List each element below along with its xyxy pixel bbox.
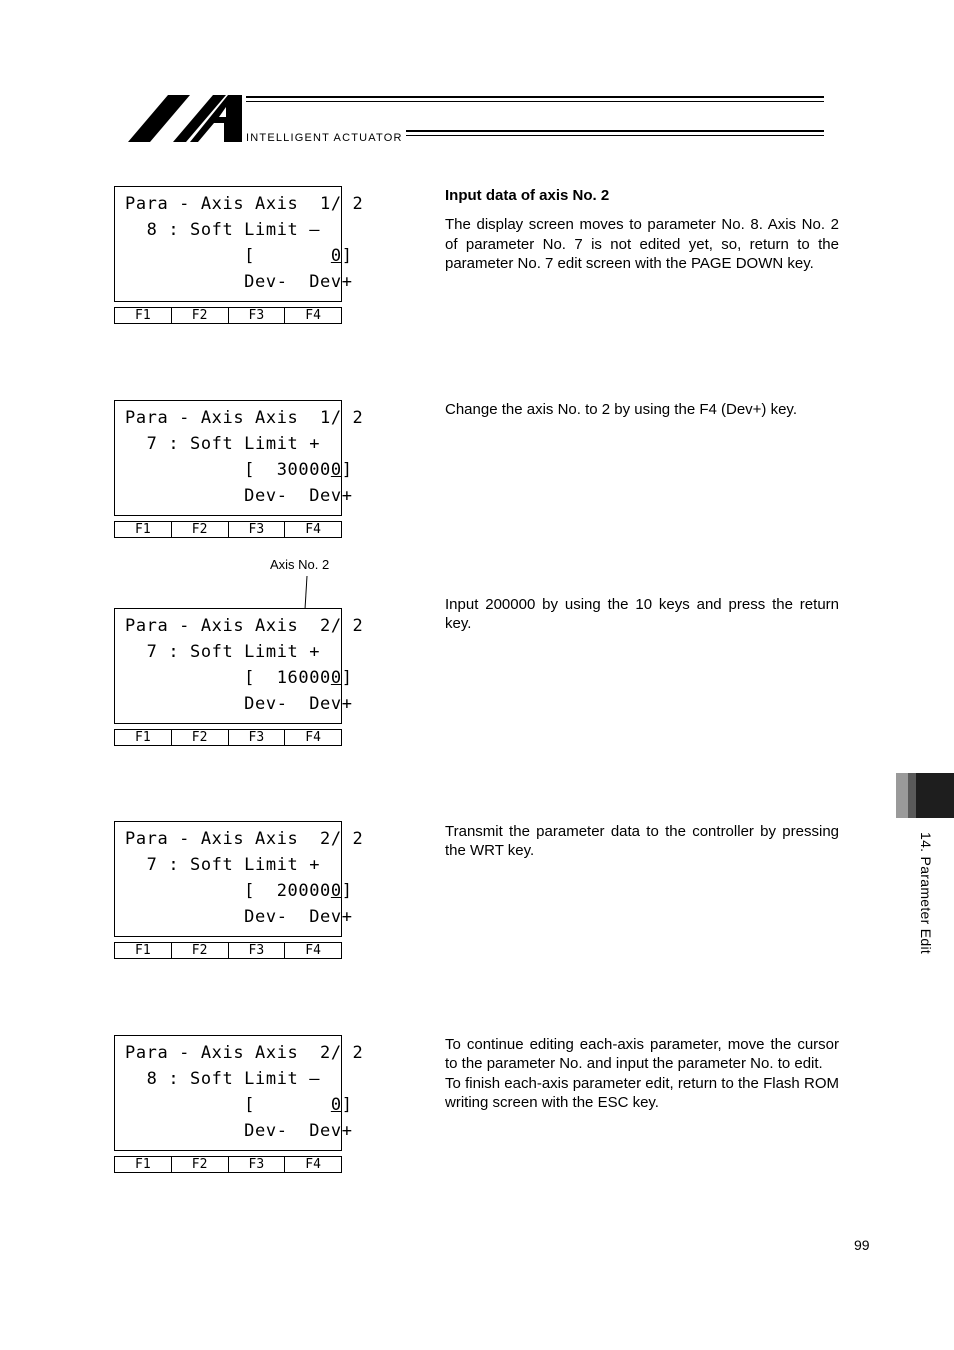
- axis-callout-label: Axis No. 2: [270, 557, 330, 572]
- lcd-line-3: [ 0]: [125, 1095, 353, 1115]
- chapter-tab: [896, 773, 954, 818]
- function-key-row: [114, 942, 342, 959]
- step-1-paragraph: The display screen moves to parameter No. 8. Axis No. 2 of parameter No. 7 is not edited yet, so, return to the parameter No. 7 edit screen with the PAGE DOWN key.: [445, 216, 839, 273]
- lcd-line-1: Para - Axis Axis 2/ 2: [125, 616, 364, 636]
- lcd-line-4: Dev- Dev+: [125, 1121, 353, 1141]
- cursor-digit: 0: [330, 668, 342, 688]
- f3-key[interactable]: F3: [229, 1157, 286, 1172]
- function-key-row: [114, 729, 342, 746]
- f1-key[interactable]: F1: [115, 730, 172, 745]
- function-key-row: [114, 521, 342, 538]
- lcd-line-1: Para - Axis Axis 1/ 2: [125, 194, 364, 214]
- cursor-digit: 0: [330, 246, 342, 266]
- lcd-screen: [114, 400, 364, 516]
- f1-key[interactable]: F1: [115, 522, 172, 537]
- lcd-line-4: Dev- Dev+: [125, 907, 353, 927]
- lcd-line-2: 8 : Soft Limit —: [125, 1069, 321, 1089]
- lcd-screen: [114, 821, 364, 937]
- lcd-panel-4: [114, 821, 364, 959]
- lcd-line-3: [ 160000]: [125, 668, 353, 688]
- lcd-line-4: Dev- Dev+: [125, 272, 353, 292]
- lcd-line-1: Para - Axis Axis 2/ 2: [125, 829, 364, 849]
- lcd-screen: [114, 1035, 364, 1151]
- lcd-line-2: 7 : Soft Limit +: [125, 855, 321, 875]
- f2-key[interactable]: F2: [172, 943, 229, 958]
- f2-key[interactable]: F2: [172, 730, 229, 745]
- step-3-paragraph: Input 200000 by using the 10 keys and press the return key.: [445, 596, 839, 633]
- f4-key[interactable]: F4: [305, 943, 321, 958]
- lcd-screen: [114, 608, 364, 724]
- f3-key[interactable]: F3: [229, 943, 286, 958]
- step-4-paragraph: Transmit the parameter data to the controller by pressing the WRT key.: [445, 823, 839, 860]
- function-key-row: [114, 307, 342, 324]
- lcd-line-2: 8 : Soft Limit —: [125, 220, 321, 240]
- step-3-text: [445, 595, 839, 634]
- brand-text: INTELLIGENT ACTUATOR: [246, 132, 403, 144]
- f2-key[interactable]: F2: [172, 522, 229, 537]
- step-5-text: [445, 1035, 839, 1113]
- step-2-text: [445, 400, 839, 419]
- f2-key[interactable]: F2: [172, 308, 229, 323]
- f2-key[interactable]: F2: [172, 1157, 229, 1172]
- lcd-panel-3: [114, 608, 364, 746]
- lcd-line-2: 7 : Soft Limit +: [125, 642, 321, 662]
- lcd-screen: [114, 186, 364, 302]
- f1-key[interactable]: F1: [115, 308, 172, 323]
- lcd-panel-5: [114, 1035, 364, 1173]
- step-1-text: [445, 186, 839, 274]
- f4-key[interactable]: F4: [305, 522, 321, 537]
- page-number: 99: [854, 1237, 870, 1253]
- step-2-paragraph: Change the axis No. to 2 by using the F4 (Dev+) key.: [445, 401, 797, 418]
- lcd-line-4: Dev- Dev+: [125, 694, 353, 714]
- cursor-digit: 0: [330, 881, 342, 901]
- lcd-line-3: [ 0]: [125, 246, 353, 266]
- lcd-line-3: [ 300000]: [125, 460, 353, 480]
- f1-key[interactable]: F1: [115, 943, 172, 958]
- lcd-panel-1: [114, 186, 364, 324]
- lcd-line-1: Para - Axis Axis 1/ 2: [125, 408, 364, 428]
- cursor-digit: 0: [330, 1095, 342, 1115]
- section-heading: Input data of axis No. 2: [445, 187, 610, 204]
- step-4-text: [445, 822, 839, 861]
- lcd-line-2: 7 : Soft Limit +: [125, 434, 321, 454]
- step-5b-paragraph: To finish each-axis parameter edit, return to the Flash ROM writing screen with the ESC key.: [445, 1074, 839, 1112]
- f1-key[interactable]: F1: [115, 1157, 172, 1172]
- function-key-row: [114, 1156, 342, 1173]
- f3-key[interactable]: F3: [229, 730, 286, 745]
- f4-key[interactable]: F4: [305, 1157, 321, 1172]
- f4-key[interactable]: F4: [305, 308, 321, 323]
- header-rule-top-1: [246, 96, 824, 98]
- cursor-digit: 0: [330, 460, 342, 480]
- lcd-line-3: [ 200000]: [125, 881, 353, 901]
- f3-key[interactable]: F3: [229, 522, 286, 537]
- header-rule-bottom-1: [406, 130, 824, 132]
- lcd-line-4: Dev- Dev+: [125, 486, 353, 506]
- lcd-panel-2: [114, 400, 364, 538]
- f4-key[interactable]: F4: [305, 730, 321, 745]
- chapter-label: 14. Parameter Edit: [918, 832, 934, 955]
- step-5a-paragraph: To continue editing each-axis parameter, move the cursor to the parameter No. and input the parameter No. to edit.: [445, 1036, 839, 1073]
- header-rule-top-2: [246, 101, 824, 102]
- lcd-line-1: Para - Axis Axis 2/ 2: [125, 1043, 364, 1063]
- f3-key[interactable]: F3: [229, 308, 286, 323]
- header-rule-bottom-2: [406, 135, 824, 136]
